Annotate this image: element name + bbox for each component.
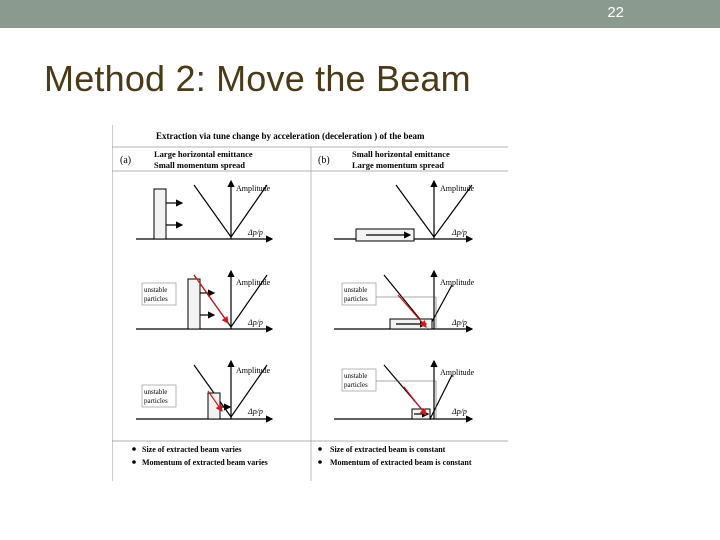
amplitude-label-a2: Amplitude	[236, 278, 271, 287]
unstable-label-b3-line2: particles	[344, 381, 368, 389]
panel-b2	[334, 271, 475, 329]
panel-b3	[334, 361, 475, 419]
amplitude-label-a1: Amplitude	[236, 184, 271, 193]
bullet-a-1: Size of extracted beam varies	[142, 445, 242, 454]
slide-title: Method 2: Move the Beam	[44, 58, 471, 99]
amplitude-label-a3: Amplitude	[236, 366, 271, 375]
bullet-dot	[318, 447, 322, 451]
bullet-dot	[318, 460, 322, 464]
unstable-label-a2-line2: particles	[144, 295, 168, 303]
panel-a3	[136, 361, 272, 419]
dpp-label-a2: Δp/p	[248, 318, 263, 327]
amplitude-label-b2: Amplitude	[440, 278, 475, 287]
bullet-dot	[132, 447, 136, 451]
unstable-label-b2-line1: unstable	[344, 286, 368, 294]
panel-b1	[334, 181, 475, 241]
unstable-label-b3-line1: unstable	[344, 372, 368, 380]
col-a-tag: (a)	[120, 155, 132, 166]
panel-a1	[136, 181, 272, 239]
dpp-label-b3: Δp/p	[452, 407, 467, 416]
amplitude-label-b1: Amplitude	[440, 184, 475, 193]
figure-heading: Extraction via tune change by acceleration (deceleration ) of the beam	[156, 131, 425, 141]
bullet-dot	[132, 460, 136, 464]
col-b-line2: Large momentum spread	[352, 160, 444, 170]
panel-a2	[136, 271, 272, 329]
bullet-a-2: Momentum of extracted beam varies	[142, 458, 268, 467]
dpp-label-a3: Δp/p	[248, 407, 263, 416]
top-bar	[0, 0, 720, 28]
unstable-label-b2-line2: particles	[344, 295, 368, 303]
col-a-line1: Large horizontal emittance	[154, 149, 253, 159]
amplitude-label-b3: Amplitude	[440, 368, 475, 377]
unstable-label-a3-line2: particles	[144, 397, 168, 405]
slide-number: 22	[607, 4, 624, 21]
col-b-tag: (b)	[318, 155, 330, 166]
col-b-line1: Small horizontal emittance	[352, 149, 450, 159]
dpp-label-a1: Δp/p	[248, 228, 263, 237]
unstable-label-a2-line1: unstable	[144, 286, 168, 294]
dpp-label-b2: Δp/p	[452, 318, 467, 327]
col-a-line2: Small momentum spread	[154, 160, 245, 170]
dpp-label-b1: Δp/p	[452, 228, 467, 237]
unstable-label-a3-line1: unstable	[144, 388, 168, 396]
bullet-b-2: Momentum of extracted beam is constant	[330, 458, 472, 467]
extraction-figure	[112, 125, 510, 481]
bullet-b-1: Size of extracted beam is constant	[330, 445, 446, 454]
